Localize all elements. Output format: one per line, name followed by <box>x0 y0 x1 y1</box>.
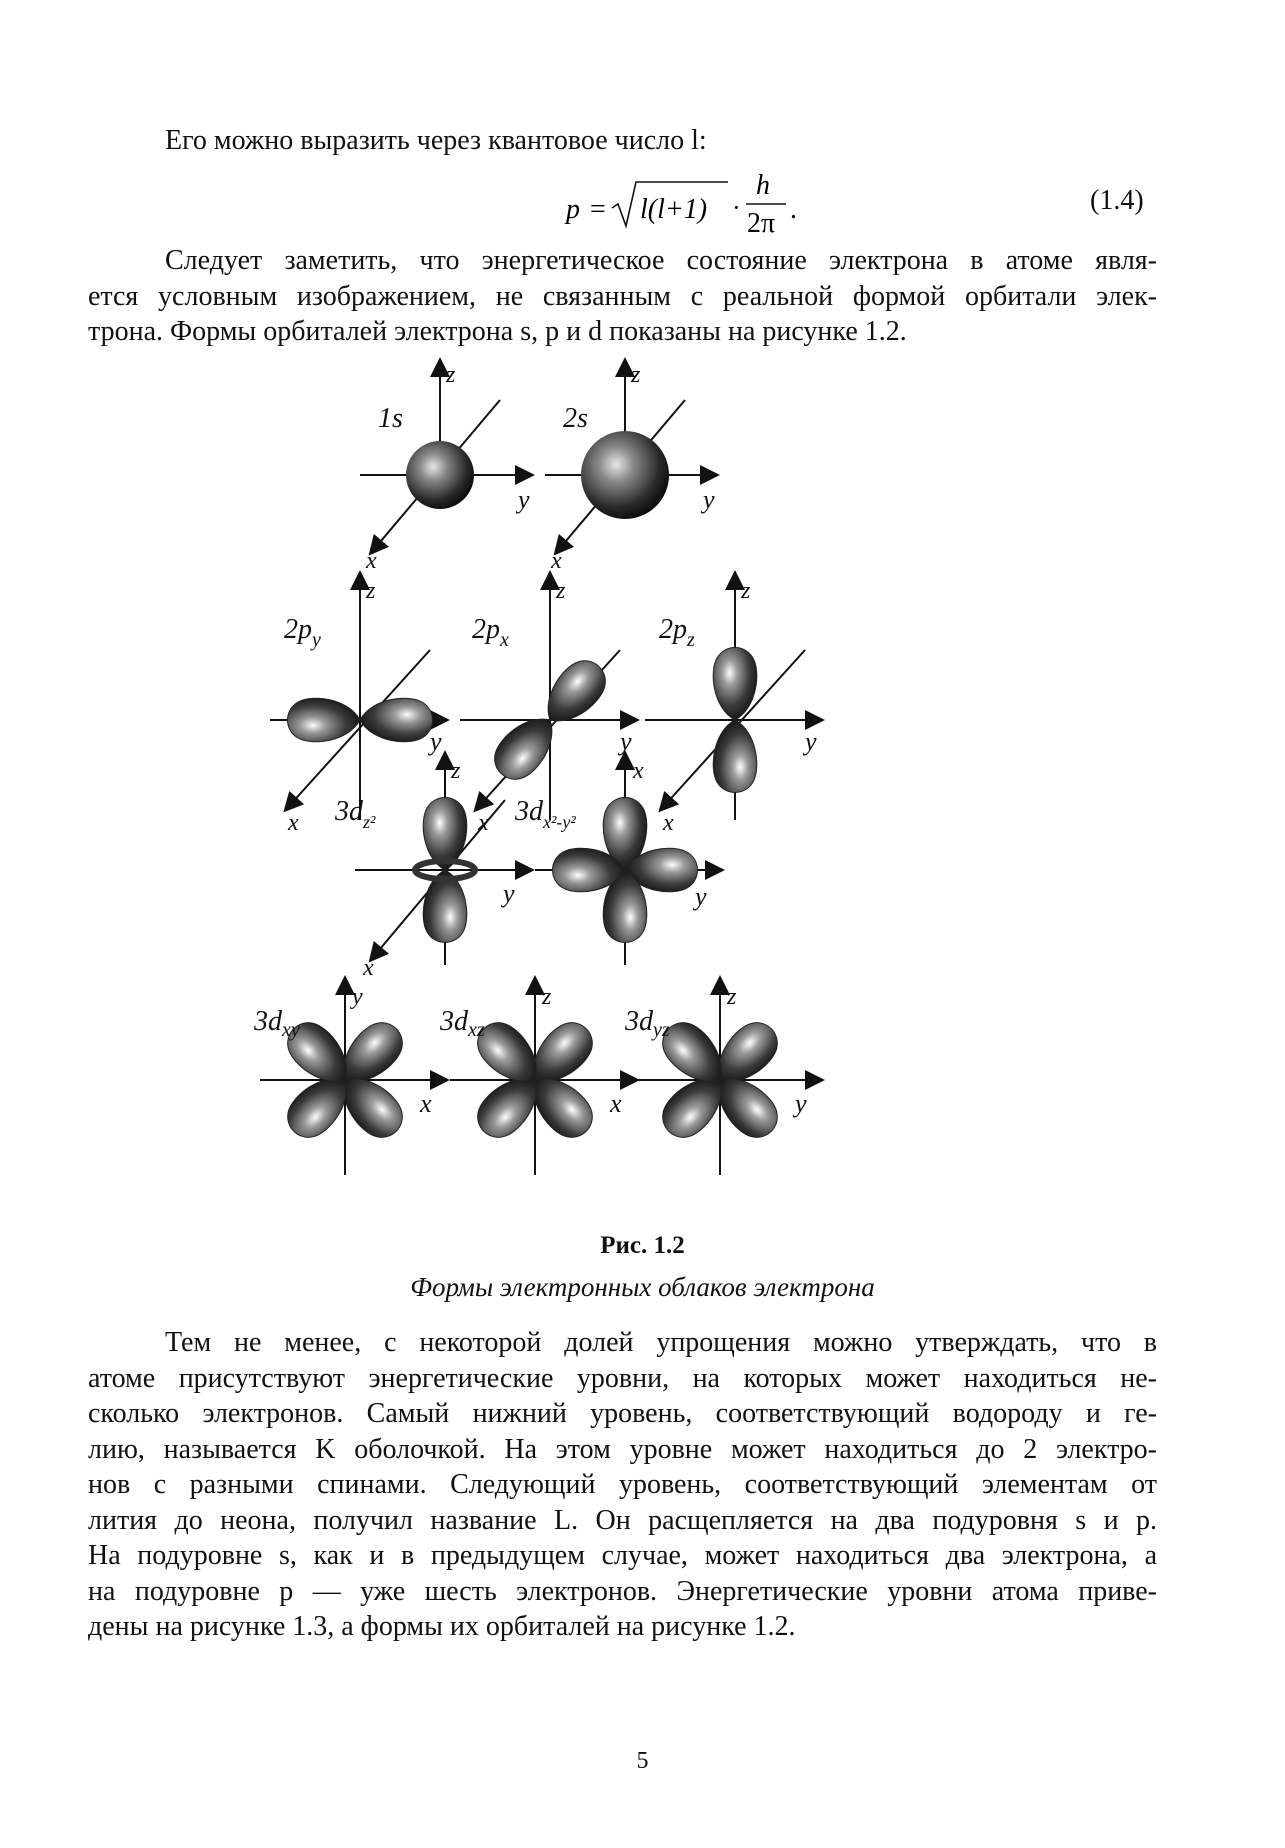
axis-label: x <box>663 810 674 836</box>
paragraph-2 <box>88 1325 1157 1645</box>
axis-label: y <box>805 727 817 756</box>
orbital-label: $3d_{xz}$ <box>440 1006 485 1041</box>
axis-label: y <box>795 1089 807 1118</box>
axis-label: z <box>556 578 566 604</box>
figure-caption-title: Формы электронных облаков электрона <box>410 1272 875 1302</box>
equation-number: (1.4) <box>1090 185 1144 216</box>
orbital-3dyz <box>624 984 815 1175</box>
paragraph-1-line: Следует заметить, что энергетическое состояние электрона в атоме явля- <box>165 245 1157 276</box>
intro-line: Его можно выразить через квантовое число l: <box>165 125 707 156</box>
axis-label: x <box>633 758 644 784</box>
axis-label: z <box>366 578 376 604</box>
axis-label: x <box>366 548 377 574</box>
orbital-label: $2p_x$ <box>472 614 509 651</box>
orbital-3dz2 <box>334 758 525 981</box>
orbital-3dxy <box>253 984 440 1175</box>
orbital-2px <box>460 578 632 836</box>
axis-label: z <box>542 984 552 1010</box>
axis-label: y <box>703 485 715 514</box>
paragraph-2-line: На подуровне s, как и в предыдущем случае, может находиться два электрона, а <box>88 1540 1157 1571</box>
formula-1-4 <box>560 168 820 238</box>
paragraph-2-line: атоме присутствуют энергетические уровни, на которых может находиться не- <box>88 1362 1157 1394</box>
formula-denominator: 2π <box>747 208 776 239</box>
page-number: 5 <box>636 1748 649 1774</box>
orbital-2s <box>545 362 715 574</box>
orbital-figure <box>254 360 990 1220</box>
axis-label: y <box>352 984 363 1010</box>
axis-label: y <box>620 727 632 756</box>
axis-label: z <box>446 362 456 388</box>
orbital-3dx2-y2 <box>514 758 715 965</box>
axis-label: y <box>430 727 442 756</box>
formula-numerator: h <box>756 170 770 201</box>
axis-label: z <box>451 758 461 784</box>
orbital-label: $3d_{xy}$ <box>254 1006 300 1041</box>
orbital-2pz <box>645 578 817 836</box>
orbital-label: $3d_{z^2}$ <box>335 796 376 832</box>
axis-label: z <box>727 984 737 1010</box>
axis-label: z <box>631 362 641 388</box>
paragraph-2-line: Тем не менее, с некоторой долей упрощения можно утверждать, что в <box>165 1327 1157 1358</box>
orbital-label: $2p_z$ <box>659 614 695 651</box>
formula-lhs: p <box>566 194 580 225</box>
axis-label: y <box>518 485 530 514</box>
axis-label: x <box>363 955 374 981</box>
paragraph-2-line: сколько электронов. Самый нижний уровень, соответствующий водороду и ге- <box>88 1398 1157 1429</box>
paragraph-1-line: трона. Формы орбиталей электрона s, p и d показаны на рисунке 1.2. <box>88 316 907 347</box>
svg-text:·: · <box>732 193 741 222</box>
orbital-label: $3d_{yz}$ <box>625 1006 670 1041</box>
svg-text:=: = <box>590 194 606 225</box>
svg-text:.: . <box>790 194 797 225</box>
orbital-1s <box>360 362 530 574</box>
axis-label: x <box>551 548 562 574</box>
axis-label: x <box>288 810 299 836</box>
orbital-3dxz <box>439 984 630 1175</box>
orbital-label: 2s <box>563 403 588 434</box>
axis-label: x <box>610 1089 622 1118</box>
paragraph-2-line: нов с разными спинами. Следующий уровень, соответствующий элементам от <box>88 1469 1157 1500</box>
paragraph-1 <box>88 243 1157 350</box>
axis-label: y <box>503 879 515 908</box>
axis-label: z <box>741 578 751 604</box>
orbital-label: $2p_y$ <box>284 614 321 651</box>
figure-caption-number: Рис. 1.2 <box>600 1232 685 1259</box>
orbital-label: 1s <box>378 403 403 434</box>
paragraph-2-line: лию, называется K оболочкой. На этом уровне может находиться до 2 электро- <box>88 1433 1157 1465</box>
paragraph-2-line: лития до неона, получил название L. Он расщепляется на два подуровня s и p. <box>88 1504 1157 1536</box>
formula-radicand: l(l+1) <box>640 194 708 225</box>
paragraph-1-line: ется условным изображением, не связанным с реальной формой орбитали элек- <box>88 280 1157 312</box>
axis-label: x <box>420 1089 432 1118</box>
axis-label: x <box>478 810 489 836</box>
axis-label: y <box>695 882 707 911</box>
paragraph-2-line: дены на рисунке 1.3, а формы их орбиталей на рисунке 1.2. <box>88 1611 796 1642</box>
paragraph-2-line: на подуровне p — уже шесть электронов. Энергетические уровни атома приве- <box>88 1575 1157 1607</box>
orbital-label: $3d_{x^2-y^2}$ <box>515 796 576 832</box>
